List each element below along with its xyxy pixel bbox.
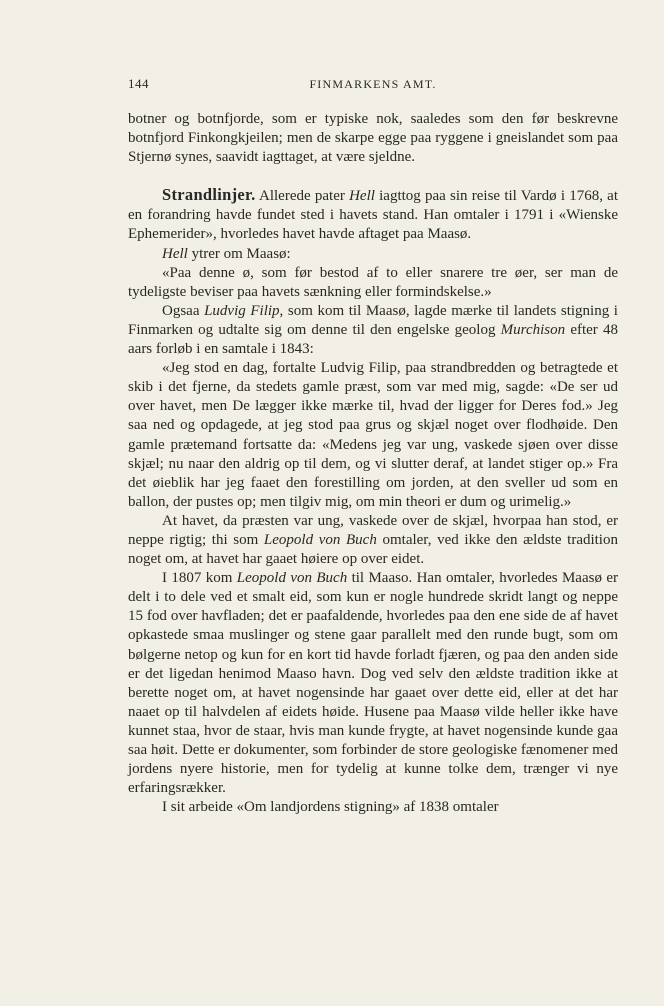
text-run: I 1807 kom: [162, 570, 237, 587]
page-body: [128, 110, 618, 817]
paragraph-2: [128, 185, 618, 244]
paragraph-7: [128, 512, 618, 569]
text-run: efter 48 aars forløb i en samtale i 1843:: [128, 321, 618, 358]
text-run: At havet, da præsten var ung, vaskede over de skjæl, hvorpaa han stod, er neppe rigtig; thi som: [128, 512, 618, 548]
section-heading: Strandlinjer.: [162, 185, 256, 205]
paragraph-5: [128, 302, 618, 359]
text-run: Ogsaa: [162, 302, 205, 319]
page-number: 144: [128, 76, 149, 91]
text-run: ytrer om Maasø:: [187, 245, 291, 262]
text-run: , som kom til Maasø, lagde mærke til landets stigning i Finmarken og udtalte sig om denne til den engelske geolog: [128, 302, 618, 338]
paragraph-4-quote: «Paa denne ø, som før bestod af to eller snarere tre øer, ser man de tydeligste beviser paa havets sænkning eller formindskelse.»: [128, 264, 618, 300]
paragraph-8: [128, 569, 618, 798]
paragraph-3: [128, 245, 618, 264]
text-run: iagttog paa sin reise til Vardø i 1768, at en forandring havde fundet sted i havets stand. Han omtaler i 1791 i «Wienske Ephemerider», hvorledes havet havde aftaget paa Maasø.: [128, 188, 619, 243]
text-run: Allerede pater: [255, 188, 350, 205]
text-run: til Maaso. Han omtaler, hvorledes Maasø er delt i to dele ved et smalt eid, som kun er nogle hundrede skridt langt og neppe 15 fod over havfladen; det er paafaldende, hvorledes paa den ene side de af havet opkastede smaa muslinger og stene gaar parallelt med den runde bugt, som om bølgerne netop og kun for en kort tid havde forladt fjæren, og paa den anden side er det ligedan henimod Maaso havn. Dog ved selv den ældste tradition ikke at berette noget om, at havet nogensinde har gaaet over dette eid, eller at det har naaet op til halvdelen af eidets høide. Husene paa Maasø vilde heller ikke have kunnet staa, hvor de staar, hvis man kunde frygte, at havet nogensinde kunde gaa saa høit. Dette er dokumenter, som forbinder de store geologiske fænomener med jordens nyere historie, men for tydelig at kunne tolke dem, trænger vi nye erfaringsrækker.: [128, 570, 618, 797]
name-murchison: Murchison: [500, 321, 566, 338]
name-leopold-von-buch: Leopold von Buch: [236, 570, 348, 587]
name-ludvig-filip: Ludvig Filip: [204, 302, 280, 319]
running-title: FINMARKENS AMT.: [309, 77, 437, 91]
name-hell: Hell: [162, 245, 188, 262]
text-run: omtaler, ved ikke den ældste tradition noget om, at havet har gaaet høiere op over eidet.: [128, 531, 618, 568]
paragraph-6-quote: «Jeg stod en dag, fortalte Ludvig Filip, paa strandbredden og betragtede et skib i det fjerne, da stedets gamle præst, som var med mig, sagde: «De ser ud over havet, men De lægger ikke mærke til, hvad der ligger for Deres fod.» Jeg saa ned og opdagede, at jeg stod paa grus og skjæl noget over flodhøide. Den gamle prætemand fortsatte da: «Medens jeg var ung, vaskede sjøen over disse skjæl; nu naar den aldrig op til dem, og vi slutter deraf, at landet stiger op.» Fra det øieblik har jeg faaet den forestilling om jorden, at den sveller ud som en ballon, der pustes op; men tilgiv mig, om min theori er dum og urimelig.»: [128, 360, 618, 510]
name-leopold-von-buch: Leopold von Buch: [263, 531, 377, 548]
running-header: [128, 76, 618, 94]
name-hell: Hell: [349, 188, 375, 205]
paragraph-1: botner og botnfjorde, som er typiske nok, saaledes som den før beskrevne botnfjord Finkongkjeilen; men de skarpe egge paa ryggene i gneislandet som paa Stjernø synes, saavidt iagttaget, at være sjeldne.: [128, 111, 618, 166]
paragraph-9: I sit arbeide «Om landjordens stigning» af 1838 omtaler: [162, 799, 499, 816]
